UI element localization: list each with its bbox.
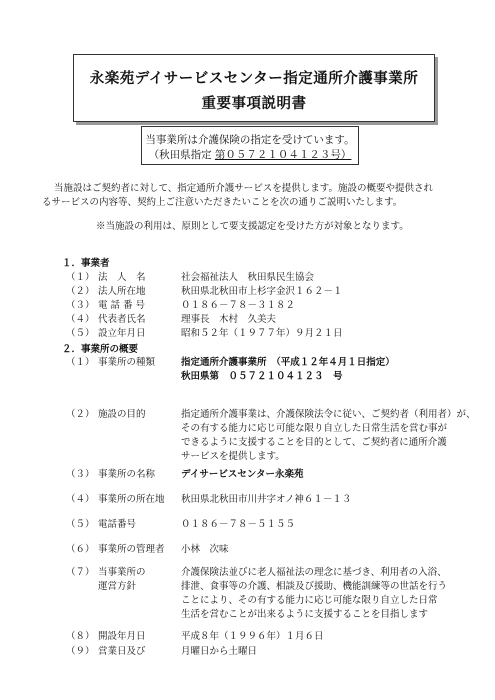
purpose-line4: サービスを提供します。 xyxy=(181,451,285,462)
address-label: 事業所の所在地 xyxy=(98,494,165,505)
section1-row5-num: （５） xyxy=(66,328,95,339)
section1-heading: １．事業者 xyxy=(62,258,110,269)
section1-row5-label: 設立年月日 xyxy=(98,328,146,339)
section1-row1-value: 社会福祉法人 秋田県民生協会 xyxy=(181,272,315,283)
intro-line1: 当施設はご契約者に対して、指定通所介護サービスを提供します。施設の概要や提供され xyxy=(54,183,434,194)
name-num: （３） xyxy=(66,469,95,480)
purpose-line1: 指定通所介護事業は、介護保険法令に従い、ご契約者（利用者）が、 xyxy=(181,409,476,420)
designation-notice-line1: 当事業所は介護保険の指定を受けています。 xyxy=(145,134,355,146)
designation-notice-line2 xyxy=(142,147,358,162)
opened-label: 開設年月日 xyxy=(98,631,146,642)
policy-num: （７） xyxy=(66,567,95,578)
name-label: 事業所の名称 xyxy=(98,469,156,480)
section1-row1-num: （１） xyxy=(66,272,95,283)
phone-num: （５） xyxy=(66,519,95,530)
address-num: （４） xyxy=(66,494,95,505)
purpose-line2: その有する能力に応じ可能な限り自立した日常生活を営む事が xyxy=(181,423,448,434)
document-title: 永楽苑デイサービスセンター指定通所介護事業所 xyxy=(89,71,419,87)
manager-value: 小林 次味 xyxy=(181,544,229,555)
section2-heading: ２．事業所の概要 xyxy=(62,344,139,355)
section1-row2-label: 法人所在地 xyxy=(98,286,146,297)
phone-value: ０１８６－７８－５１５５ xyxy=(181,519,296,530)
policy-line4: 生活を営むことが出来るように支援することを目指します xyxy=(181,609,429,620)
type-num: （１） xyxy=(66,357,95,368)
policy-line3: ことにより、その有する能力に応じ可能な限り自立した日常 xyxy=(181,595,438,606)
address-value: 秋田県北秋田市川井字オノ神６１－１３ xyxy=(181,494,352,505)
opened-num: （８） xyxy=(66,631,95,642)
purpose-num: （２） xyxy=(66,409,95,420)
designation-notice-box xyxy=(141,126,359,165)
days-value: 月曜日から土曜日 xyxy=(181,646,258,657)
policy-label-line1: 当事業所の xyxy=(98,567,146,578)
section1-row4-label: 代表者氏名 xyxy=(98,314,146,325)
section1-row2-num: （２） xyxy=(66,286,95,297)
manager-label: 事業所の管理者 xyxy=(98,544,165,555)
type-value-line2: 秋田県第 ０５７２１０４１２３ 号 xyxy=(181,371,343,382)
section1-row4-num: （４） xyxy=(66,314,95,325)
document-subtitle: 重要事項説明書 xyxy=(201,96,307,112)
title-box xyxy=(73,54,435,122)
policy-label-line2: 運営方針 xyxy=(98,581,137,592)
name-value: デイサービスセンター永楽苑 xyxy=(181,469,304,480)
policy-line1: 介護保険法並びに老人福祉法の理念に基づき、利用者の入浴、 xyxy=(181,567,447,578)
designation-prefix: （秋田県指定 xyxy=(148,149,212,161)
purpose-line3: できるように支援することを目的として、ご契約者に通所介護 xyxy=(181,437,447,448)
section1-row4-value: 理事長 木村 久美夫 xyxy=(181,314,277,325)
type-value-line1: 指定通所介護事業所 （平成１２年４月１日指定） xyxy=(181,357,395,368)
section1-row3-num: （３） xyxy=(66,300,95,311)
section1-row5-value: 昭和５２年（１９７７年）９月２１日 xyxy=(181,328,343,339)
purpose-label: 施設の目的 xyxy=(98,409,146,420)
phone-label: 電話番号 xyxy=(98,519,137,530)
days-num: （９） xyxy=(66,646,95,657)
designation-number: 第０５７２１０４１２３号） xyxy=(214,149,352,161)
manager-num: （６） xyxy=(66,544,95,555)
opened-value: 平成８年（１９９６年）１月６日 xyxy=(181,631,324,642)
section1-row2-value: 秋田県北秋田市上杉字金沢１６２－１ xyxy=(181,286,343,297)
section1-row3-label: 電 話 番 号 xyxy=(98,300,146,311)
days-label: 営業日及び xyxy=(98,646,146,657)
type-label: 事業所の種類 xyxy=(98,357,156,368)
section1-row1-label: 法 人 名 xyxy=(98,272,146,283)
intro-line2: るサービスの内容等、契約上ご注意いただきたいことを次の通りご説明いたします。 xyxy=(42,197,403,208)
policy-line2: 排泄、食事等の介護、相談及び援助、機能訓練等の世話を行う xyxy=(181,581,448,592)
intro-note: ※当施設の利用は、原則として要支援認定を受けた方が対象となります。 xyxy=(96,221,409,232)
section1-row3-value: ０１８６－７８－３１８２ xyxy=(181,300,296,311)
